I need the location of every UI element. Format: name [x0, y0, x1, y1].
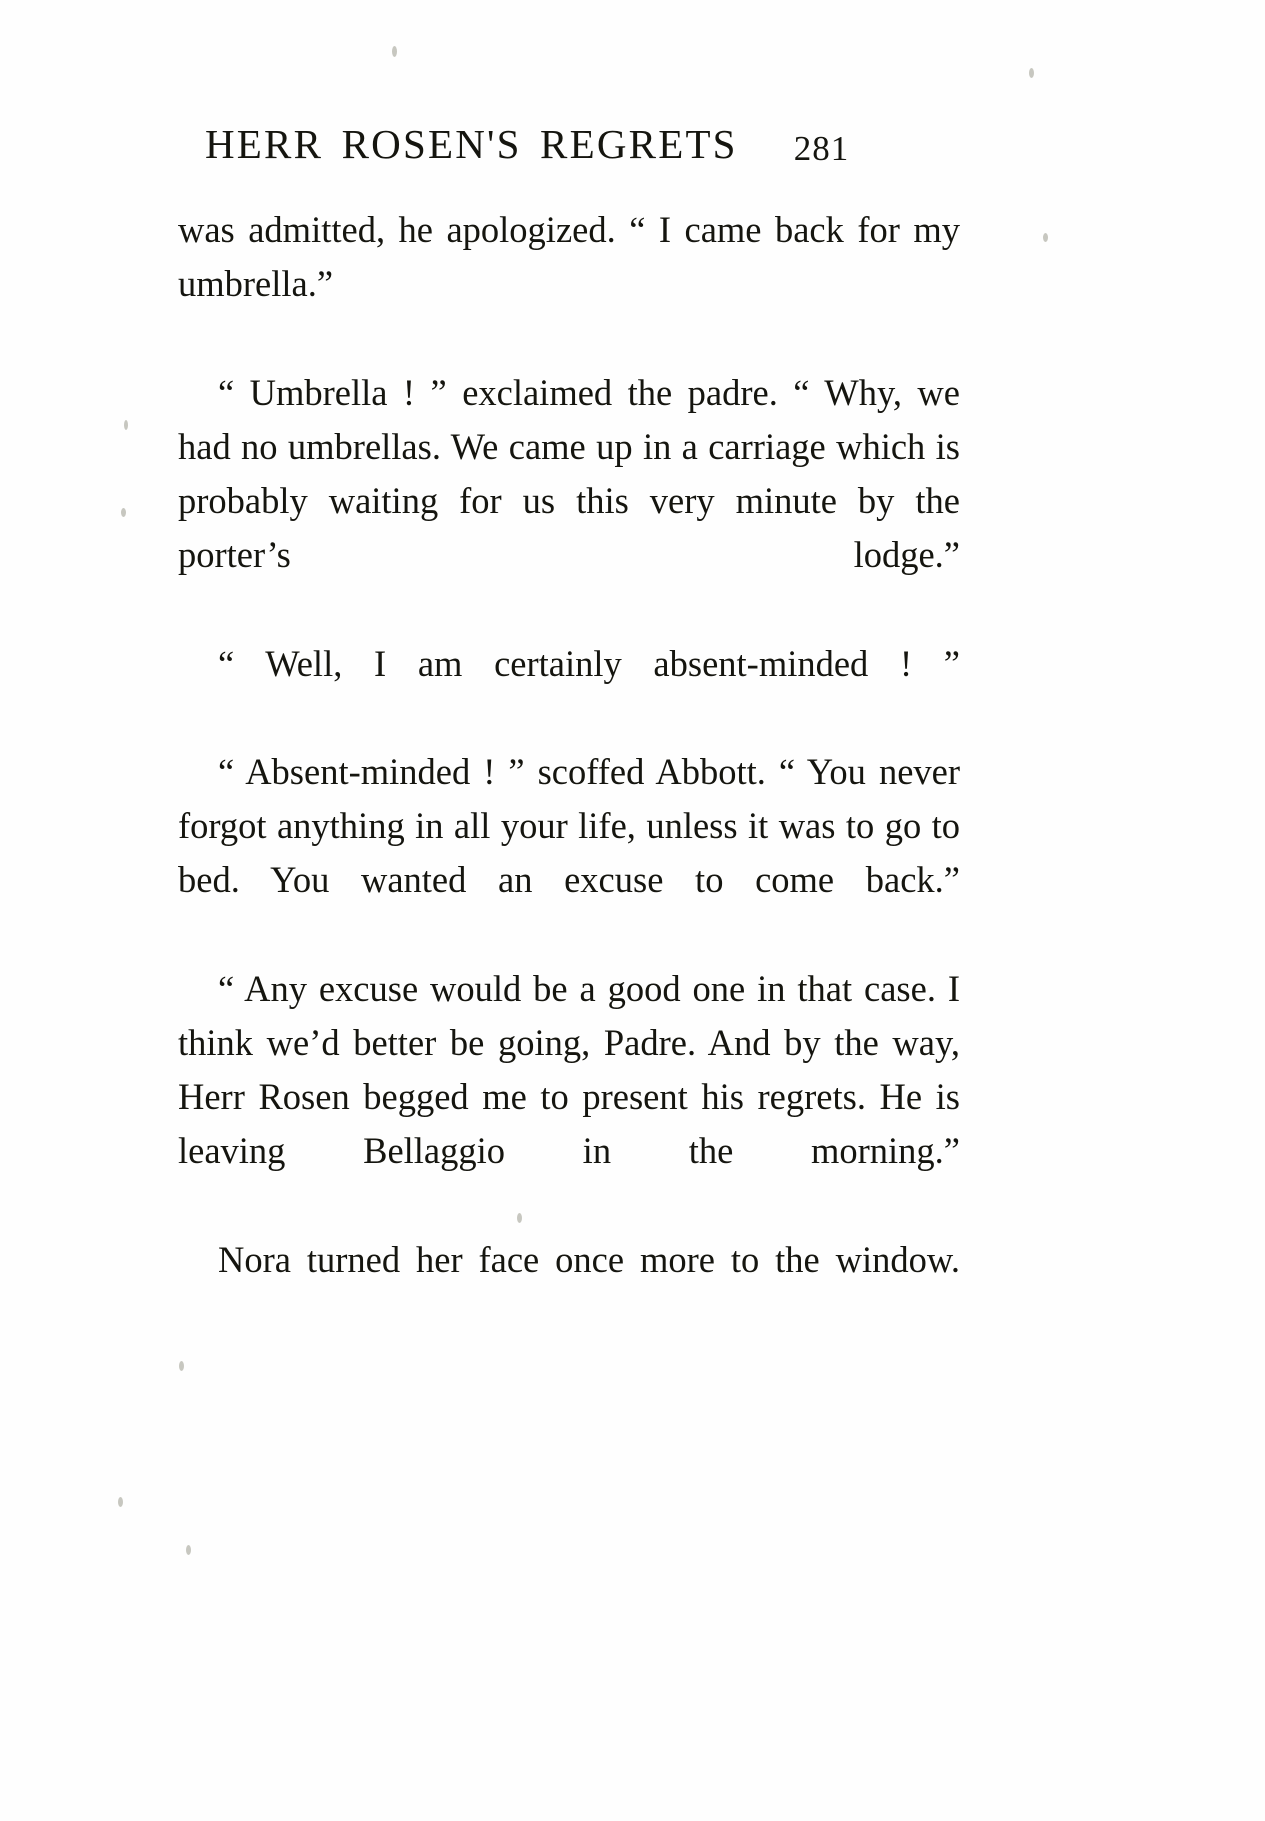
paper-speck [118, 1497, 123, 1507]
paragraph: “ Umbrella ! ” exclaimed the padre. “ Why, we had no umbrellas. We came up in a carriage which is probably waiting for us this very minute by the porter’s lodge.” [178, 371, 960, 576]
paper-speck [121, 508, 126, 517]
paper-speck [392, 46, 397, 57]
paragraph: “ Any excuse would be a good one in that case. I think we’d better be going, Padre. And by the way, Herr Rosen begged me to present his regrets. He is leaving Bellaggio in the morning.” [178, 967, 960, 1172]
paragraph: “ Well, I am certainly absent-minded ! ” [218, 642, 960, 684]
paper-speck [186, 1545, 191, 1555]
page-header [205, 120, 1060, 168]
paragraph: was admitted, he apologized. “ I came back for my umbrella.” [178, 209, 960, 305]
running-title: HERR ROSEN'S REGRETS [205, 121, 738, 167]
body-text [178, 203, 960, 1341]
paragraph: “ Absent-minded ! ” scoffed Abbott. “ You never forgot anything in all your life, unless it was to go to bed. You wanted an excuse to come back.” [178, 751, 960, 901]
paper-speck [124, 420, 128, 430]
paper-speck [1043, 233, 1048, 242]
page-number: 281 [793, 129, 850, 168]
paper-speck [1029, 68, 1034, 78]
paper-speck [179, 1361, 184, 1371]
paragraph: Nora turned her face once more to the window. [218, 1238, 960, 1280]
